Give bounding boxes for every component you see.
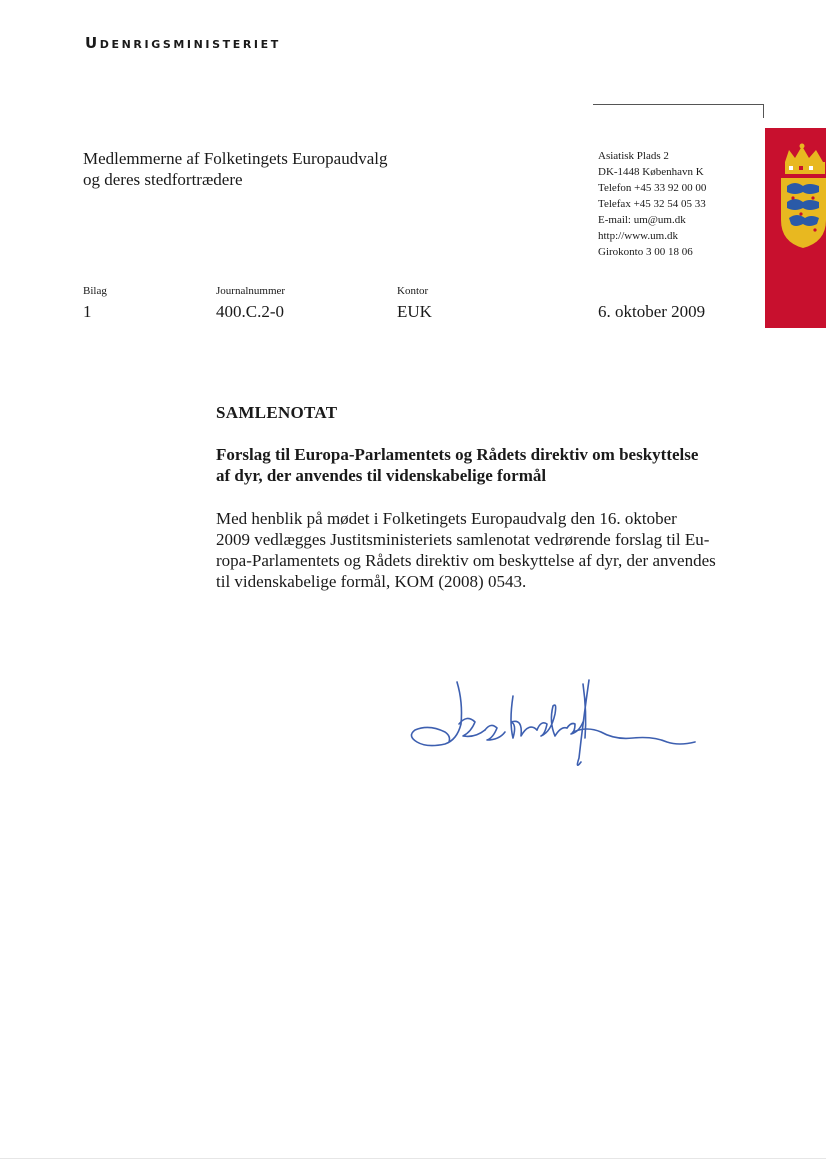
address-city: DK-1448 København K	[598, 166, 704, 178]
sender-address	[598, 148, 706, 260]
subject-heading-line-1: Forslag til Europa-Parlamentets og Rådets direktiv om beskyttelse	[216, 445, 699, 464]
address-fax: Telefax +45 32 54 05 33	[598, 198, 706, 210]
document-type: SAMLENOTAT	[216, 403, 338, 422]
emblem-band	[765, 128, 826, 328]
kontor-label: Kontor	[397, 285, 429, 297]
subject-heading-line-2: af dyr, der anvendes til videnskabelige formål	[216, 466, 547, 485]
address-web: http://www.um.dk	[598, 230, 678, 242]
header-rule-tick	[763, 104, 764, 118]
recipient-block	[83, 148, 388, 190]
letter-date: 6. oktober 2009	[598, 302, 706, 321]
header-rule	[593, 104, 763, 105]
footer-rule	[0, 1158, 826, 1159]
bilag-label: Bilag	[83, 285, 107, 297]
bilag-value: 1	[83, 302, 92, 321]
address-street: Asiatisk Plads 2	[598, 150, 669, 162]
ministry-letterhead: Udenrigsministeriet	[85, 34, 281, 52]
body-line-1: Med henblik på mødet i Folketingets Europaudvalg den 16. oktober	[216, 509, 677, 528]
body-line-4: til videnskabelige formål, KOM (2008) 0543.	[216, 572, 527, 591]
recipient-line-2: og deres stedfortrædere	[83, 170, 243, 189]
body-paragraph	[216, 508, 746, 592]
recipient-line-1: Medlemmerne af Folketingets Europaudvalg	[83, 149, 388, 168]
subject-heading	[216, 444, 746, 486]
address-phone: Telefon +45 33 92 00 00	[598, 182, 707, 194]
body-line-2: 2009 vedlægges Justitsministeriets samlenotat vedrørende forslag til Eu-	[216, 530, 710, 549]
coat-of-arms-icon	[775, 142, 826, 252]
journal-label: Journalnummer	[216, 285, 286, 297]
body-line-3: ropa-Parlamentets og Rådets direktiv om beskyttelse af dyr, der anvendes	[216, 551, 716, 570]
signature-icon	[405, 662, 705, 782]
journal-value: 400.C.2-0	[216, 302, 284, 321]
address-giro: Girokonto 3 00 18 06	[598, 246, 693, 258]
address-email: E-mail: um@um.dk	[598, 214, 686, 226]
kontor-value: EUK	[397, 302, 432, 321]
